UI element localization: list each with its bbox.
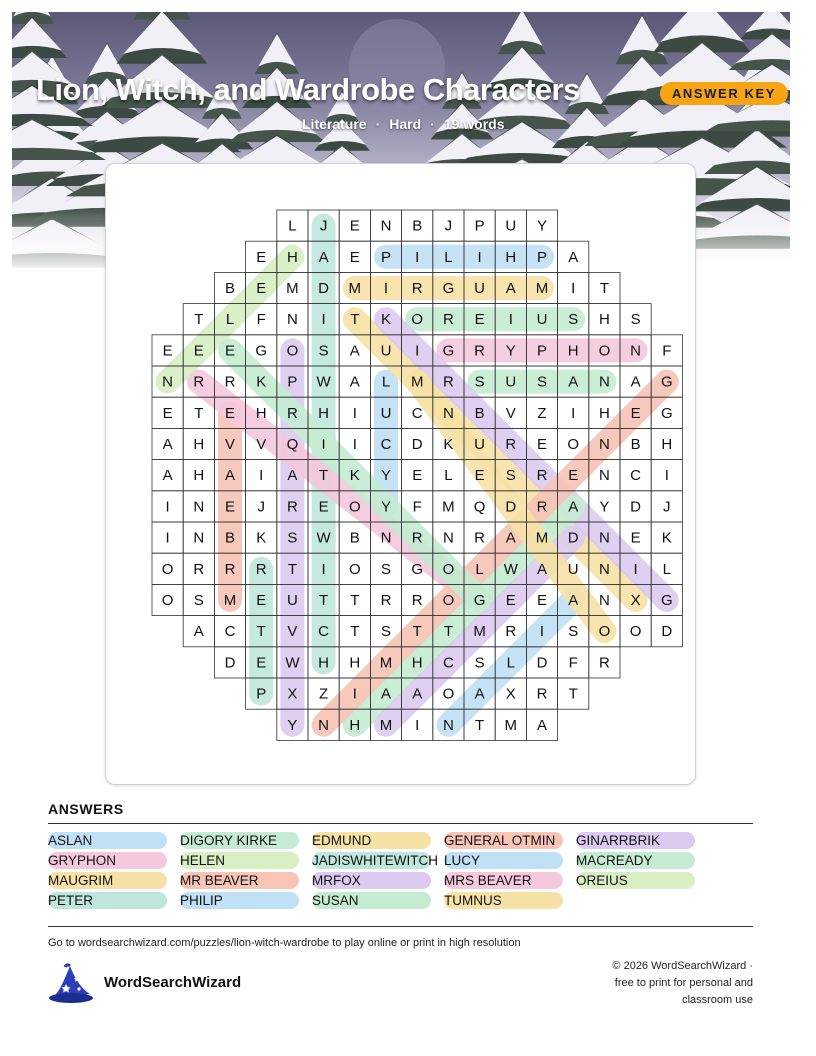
grid-letter: I bbox=[415, 248, 420, 266]
grid-letter: T bbox=[568, 685, 578, 703]
grid-letter: P bbox=[287, 373, 298, 391]
grid-letter: E bbox=[224, 498, 236, 516]
grid-letter: I bbox=[383, 280, 389, 297]
grid-letter: L bbox=[475, 560, 484, 578]
grid-letter: M bbox=[535, 529, 549, 547]
grid-letter: L bbox=[662, 560, 671, 578]
grid-letter: C bbox=[224, 623, 236, 641]
grid-letter: T bbox=[350, 623, 360, 641]
grid-letter: V bbox=[287, 623, 298, 641]
grid-letter: L bbox=[444, 467, 453, 485]
grid-letter: R bbox=[536, 498, 548, 516]
grid-letter: N bbox=[380, 217, 392, 235]
grid-letter: I bbox=[259, 467, 264, 485]
grid-letter: R bbox=[474, 342, 486, 360]
grid-letter: D bbox=[630, 498, 642, 516]
grid-letter: U bbox=[380, 404, 392, 422]
grid-letter: B bbox=[474, 404, 485, 422]
grid-letter: U bbox=[286, 592, 298, 609]
grid-letter: M bbox=[504, 716, 518, 734]
grid-letter: E bbox=[318, 498, 329, 516]
grid-letter: I bbox=[352, 685, 357, 703]
grid-letter: Q bbox=[473, 498, 486, 516]
grid-letter: M bbox=[442, 498, 455, 516]
grid-letter: N bbox=[193, 529, 205, 547]
grid-letter: S bbox=[193, 592, 204, 609]
grid-letter: E bbox=[505, 592, 516, 609]
grid-letter: H bbox=[255, 404, 267, 422]
grid-letter: N bbox=[598, 373, 610, 391]
grid-letter: S bbox=[568, 311, 579, 329]
grid-letter: N bbox=[380, 529, 392, 547]
grid-letter: R bbox=[411, 529, 423, 547]
grid-letter: I bbox=[321, 311, 326, 329]
grid-letter: F bbox=[568, 654, 578, 672]
grid-letter: O bbox=[348, 498, 361, 516]
grid-letter: A bbox=[224, 467, 236, 485]
grid-letter: W bbox=[503, 560, 518, 578]
grid-letter: O bbox=[411, 311, 424, 329]
grid-letter: M bbox=[348, 280, 362, 297]
grid-letter: R bbox=[224, 373, 236, 391]
grid-letter: J bbox=[257, 498, 265, 516]
answer-item: MRS BEAVER bbox=[444, 872, 563, 889]
grid-letter: L bbox=[444, 248, 453, 266]
grid-letter: G bbox=[442, 342, 455, 360]
grid-letter: G bbox=[473, 592, 486, 609]
grid-letter: Z bbox=[537, 404, 547, 422]
grid-letter: C bbox=[630, 467, 642, 485]
divider bbox=[48, 926, 753, 927]
puzzle-card bbox=[105, 163, 696, 785]
grid-letter: B bbox=[224, 280, 236, 297]
grid-letter: E bbox=[630, 529, 641, 547]
grid-letter: A bbox=[505, 529, 516, 547]
grid-letter: S bbox=[474, 373, 485, 391]
grid-letter: A bbox=[568, 373, 579, 391]
grid-letter: U bbox=[505, 217, 517, 235]
grid-letter: D bbox=[318, 280, 330, 297]
grid-letter: E bbox=[162, 342, 173, 360]
answer-item: HELEN bbox=[180, 852, 299, 869]
answer-item: PHILIP bbox=[180, 892, 299, 909]
grid-letter: H bbox=[661, 436, 673, 453]
grid-letter: M bbox=[379, 716, 393, 734]
grid-letter: A bbox=[536, 560, 548, 578]
grid-letter: W bbox=[316, 529, 331, 547]
grid-letter: H bbox=[598, 311, 610, 329]
grid-letter: E bbox=[224, 404, 236, 422]
grid-letter: R bbox=[380, 592, 392, 609]
grid-letter: N bbox=[442, 404, 454, 422]
answer-item: OREIUS bbox=[576, 872, 695, 889]
grid-letter: H bbox=[349, 654, 361, 672]
grid-letter: E bbox=[474, 467, 485, 485]
answer-key-badge: ANSWER KEY bbox=[660, 82, 788, 105]
grid-letter: E bbox=[256, 248, 267, 266]
grid-letter: T bbox=[194, 311, 204, 329]
grid-letter: O bbox=[161, 560, 174, 578]
grid-letter: M bbox=[379, 654, 393, 672]
grid-letter: A bbox=[349, 342, 360, 360]
grid-letter: T bbox=[599, 280, 609, 297]
grid-letter: G bbox=[411, 560, 424, 578]
grid-letter: Y bbox=[505, 342, 516, 360]
grid-letter: R bbox=[442, 311, 454, 329]
grid-letter: H bbox=[598, 404, 610, 422]
grid-letter: O bbox=[442, 685, 455, 703]
grid-letter: T bbox=[287, 560, 297, 578]
grid-letter: J bbox=[663, 498, 671, 516]
grid-letter: G bbox=[660, 373, 673, 391]
grid-letter: T bbox=[475, 716, 485, 734]
answer-item: MR BEAVER bbox=[180, 872, 299, 889]
grid-letter: C bbox=[411, 404, 423, 422]
grid-letter: K bbox=[661, 529, 672, 547]
grid-letter: I bbox=[165, 498, 170, 516]
separator-dot-icon: · bbox=[430, 116, 435, 132]
grid-letter: I bbox=[321, 436, 326, 453]
grid-letter: U bbox=[505, 373, 517, 391]
grid-letter: L bbox=[288, 217, 297, 235]
grid-letter: A bbox=[412, 685, 423, 703]
grid-letter: I bbox=[477, 248, 482, 266]
grid-letter: R bbox=[193, 373, 205, 391]
grid-letter: A bbox=[630, 373, 641, 391]
grid-letter: N bbox=[442, 716, 454, 734]
grid-letter: E bbox=[536, 592, 548, 609]
grid-letter: R bbox=[255, 560, 267, 578]
grid-letter: B bbox=[412, 217, 423, 235]
copyright-line: free to print for personal and bbox=[614, 977, 753, 989]
grid-letter: A bbox=[162, 467, 173, 485]
grid-letter: O bbox=[567, 436, 580, 453]
grid-letter: I bbox=[165, 529, 170, 547]
grid-letter: E bbox=[536, 436, 548, 453]
grid-letter: M bbox=[223, 592, 237, 609]
grid-letter: L bbox=[506, 654, 515, 672]
grid-letter: R bbox=[598, 654, 610, 672]
grid-letter: H bbox=[318, 404, 330, 422]
answer-item: JADISWHITEWITCH bbox=[312, 853, 438, 868]
grid-letter: M bbox=[535, 280, 549, 297]
grid-letter: E bbox=[412, 467, 423, 485]
grid-letter: K bbox=[256, 529, 267, 547]
grid-letter: J bbox=[319, 217, 328, 235]
grid-letter: T bbox=[350, 311, 360, 329]
answer-item: MRFOX bbox=[312, 872, 431, 889]
grid-letter: T bbox=[443, 623, 453, 641]
grid-letter: D bbox=[224, 654, 236, 672]
grid-letter: F bbox=[662, 342, 672, 360]
grid-letter: B bbox=[224, 529, 236, 547]
grid-letter: H bbox=[318, 654, 330, 672]
grid-letter: A bbox=[318, 248, 329, 266]
grid-letter: E bbox=[224, 342, 236, 360]
grid-letter: E bbox=[630, 404, 641, 422]
word-count-label: 19 words bbox=[443, 116, 505, 132]
grid-letter: A bbox=[568, 498, 579, 516]
grid-letter: G bbox=[660, 404, 673, 422]
grid-letter: R bbox=[536, 685, 548, 703]
grid-letter: E bbox=[349, 248, 360, 266]
grid-letter: G bbox=[255, 342, 268, 360]
grid-letter: M bbox=[286, 280, 299, 297]
grid-letter: E bbox=[349, 217, 360, 235]
grid-letter: N bbox=[630, 342, 642, 360]
divider bbox=[48, 823, 753, 824]
grid-letter: T bbox=[350, 592, 360, 609]
grid-letter: Y bbox=[380, 467, 392, 485]
grid-letter: T bbox=[319, 592, 329, 609]
grid-letter: A bbox=[568, 248, 579, 266]
grid-letter: N bbox=[286, 311, 298, 329]
grid-letter: K bbox=[349, 467, 360, 485]
grid-letter: E bbox=[256, 280, 267, 297]
grid-letter: P bbox=[536, 248, 548, 266]
grid-letter: P bbox=[256, 685, 267, 703]
grid-letter: U bbox=[474, 436, 486, 453]
grid-letter: S bbox=[380, 560, 392, 578]
grid-letter: Y bbox=[536, 217, 548, 235]
grid-letter: A bbox=[536, 716, 548, 734]
grid-letter: N bbox=[442, 529, 454, 547]
grid-letter: V bbox=[505, 404, 516, 422]
grid-letter: G bbox=[442, 280, 455, 297]
grid-letter: N bbox=[598, 592, 610, 609]
grid-letter: R bbox=[442, 373, 454, 391]
grid-letter: B bbox=[349, 529, 360, 547]
grid-letter: S bbox=[568, 623, 579, 641]
answer-item: SUSAN bbox=[312, 892, 431, 909]
grid-letter: E bbox=[193, 342, 204, 360]
answer-item: ASLAN bbox=[48, 832, 167, 849]
grid-letter: V bbox=[224, 436, 236, 453]
grid-letter: A bbox=[474, 685, 485, 703]
grid-letter: R bbox=[411, 592, 423, 609]
grid-letter: E bbox=[474, 311, 485, 329]
grid-letter: I bbox=[664, 467, 669, 485]
grid-letter: Q bbox=[286, 436, 299, 453]
grid-letter: O bbox=[286, 342, 299, 360]
grid-letter: I bbox=[352, 404, 357, 422]
grid-letter: R bbox=[193, 560, 205, 578]
grid-letter: N bbox=[162, 373, 174, 391]
grid-letter: A bbox=[505, 280, 516, 297]
grid-letter: A bbox=[349, 373, 360, 391]
grid-letter: I bbox=[571, 280, 576, 297]
grid-letter: G bbox=[660, 592, 673, 609]
grid-letter: H bbox=[193, 467, 205, 485]
grid-letter: R bbox=[286, 498, 298, 516]
grid-letter: N bbox=[598, 467, 610, 485]
answer-item: GENERAL OTMIN bbox=[444, 832, 563, 849]
grid-letter: T bbox=[194, 404, 204, 422]
grid-letter: C bbox=[318, 623, 330, 641]
grid-letter: Z bbox=[319, 685, 329, 703]
grid-letter: S bbox=[536, 373, 548, 391]
answer-item: GINARRBRIK bbox=[576, 832, 695, 849]
grid-letter: F bbox=[256, 311, 266, 329]
grid-letter: F bbox=[412, 498, 422, 516]
grid-letter: X bbox=[287, 685, 298, 703]
grid-letter: N bbox=[193, 498, 205, 516]
grid-letter: O bbox=[348, 560, 361, 578]
grid-letter: P bbox=[380, 248, 392, 266]
grid-letter: U bbox=[536, 311, 548, 329]
grid-letter: I bbox=[321, 560, 326, 578]
grid-letter: I bbox=[352, 436, 357, 453]
grid-letter: Y bbox=[380, 498, 392, 516]
grid-letter: O bbox=[161, 592, 174, 609]
copyright-line: © 2026 WordSearchWizard · bbox=[612, 960, 753, 972]
grid-letter: S bbox=[630, 311, 641, 329]
grid-letter: T bbox=[319, 467, 329, 485]
grid-letter: S bbox=[380, 623, 392, 641]
grid-letter: I bbox=[571, 404, 576, 422]
answers-heading: ANSWERS bbox=[48, 801, 124, 817]
grid-letter: R bbox=[411, 280, 423, 297]
grid-letter: O bbox=[598, 342, 611, 360]
grid-letter: J bbox=[444, 217, 453, 235]
grid-letter: O bbox=[442, 592, 455, 609]
grid-letter: U bbox=[567, 560, 579, 578]
brand-name: WordSearchWizard bbox=[104, 974, 242, 991]
grid-letter: V bbox=[256, 436, 267, 453]
grid-letter: U bbox=[380, 342, 392, 360]
grid-letter: E bbox=[256, 592, 267, 609]
grid-letter: S bbox=[505, 467, 516, 485]
grid-letter: R bbox=[224, 560, 236, 578]
copyright-line: classroom use bbox=[682, 994, 753, 1006]
grid-letter: H bbox=[349, 716, 361, 734]
grid-letter: O bbox=[442, 560, 455, 578]
grid-letter: A bbox=[193, 623, 204, 641]
answer-item: LUCY bbox=[444, 852, 563, 869]
grid-letter: K bbox=[443, 436, 454, 453]
grid-letter: O bbox=[629, 623, 642, 641]
grid-letter: U bbox=[474, 280, 486, 297]
grid-letter: I bbox=[539, 623, 545, 641]
answer-item: MACREADY bbox=[576, 852, 695, 869]
grid-letter: W bbox=[285, 654, 300, 672]
grid-letter: O bbox=[598, 623, 611, 641]
grid-letter: W bbox=[316, 373, 331, 391]
grid-letter: A bbox=[287, 467, 298, 485]
copyright-text bbox=[583, 958, 753, 1009]
grid-letter: L bbox=[381, 373, 391, 391]
grid-letter: M bbox=[473, 623, 486, 641]
grid-letter: A bbox=[162, 436, 173, 453]
grid-letter: R bbox=[505, 436, 517, 453]
grid-letter: K bbox=[380, 311, 392, 329]
grid-letter: P bbox=[474, 217, 485, 235]
grid-letter: I bbox=[633, 560, 638, 578]
footer-url-text: Go to wordsearchwizard.com/puzzles/lion-witch-wardrobe to play online or print in high resolution bbox=[48, 937, 521, 949]
grid-letter: N bbox=[318, 716, 330, 734]
answer-item: GRYPHON bbox=[48, 852, 167, 869]
grid-letter: N bbox=[598, 529, 610, 547]
grid-letter: H bbox=[411, 654, 423, 672]
answer-item: TUMNUS bbox=[444, 892, 563, 909]
answer-item: EDMUND bbox=[312, 832, 431, 849]
grid-letter: R bbox=[505, 623, 517, 641]
grid-letter: B bbox=[630, 436, 641, 453]
grid-letter: C bbox=[442, 654, 454, 672]
grid-letter: Y bbox=[599, 498, 610, 516]
difficulty-label: Hard bbox=[389, 116, 422, 132]
grid-letter: H bbox=[286, 248, 298, 266]
grid-letter: N bbox=[598, 560, 610, 578]
grid-letter: D bbox=[505, 498, 517, 516]
grid-letter: N bbox=[598, 436, 610, 453]
grid-letter: X bbox=[505, 685, 516, 703]
puzzle-meta bbox=[302, 116, 505, 132]
wizard-hat-logo-icon bbox=[46, 962, 94, 1004]
grid-letter: D bbox=[411, 436, 423, 453]
separator-dot-icon: · bbox=[375, 116, 381, 132]
grid-letter: T bbox=[412, 623, 422, 641]
grid-letter: I bbox=[415, 342, 420, 360]
grid-letter: C bbox=[380, 436, 392, 453]
grid-letter: S bbox=[318, 342, 329, 360]
grid-letter: I bbox=[415, 716, 420, 734]
grid-letter: P bbox=[536, 342, 548, 360]
grid-letter: D bbox=[661, 623, 673, 641]
grid-letter: S bbox=[287, 529, 298, 547]
grid-letter: R bbox=[536, 467, 548, 485]
answer-item: DIGORY KIRKE bbox=[180, 832, 299, 849]
grid-letter: R bbox=[474, 529, 486, 547]
answer-item: MAUGRIM bbox=[48, 872, 167, 889]
grid-letter: H bbox=[505, 248, 517, 266]
grid-letter: K bbox=[256, 373, 267, 391]
grid-letter: I bbox=[508, 311, 513, 329]
grid-letter: H bbox=[193, 436, 205, 453]
grid-letter: M bbox=[410, 373, 424, 391]
grid-letter: E bbox=[162, 404, 173, 422]
word-search-grid bbox=[106, 164, 697, 786]
grid-letter: X bbox=[630, 592, 641, 609]
grid-letter: Y bbox=[287, 716, 298, 734]
grid-letter: T bbox=[256, 623, 266, 641]
page-title: Lion, Witch, and Wardrobe Characters bbox=[36, 72, 580, 107]
grid-letter: L bbox=[225, 311, 235, 329]
category-label: Literature bbox=[302, 116, 367, 132]
answer-item: PETER bbox=[48, 892, 167, 909]
grid-letter: E bbox=[256, 654, 267, 672]
grid-letter: E bbox=[568, 467, 579, 485]
grid-letter: A bbox=[568, 592, 579, 609]
grid-letter: S bbox=[474, 654, 485, 672]
grid-letter: R bbox=[286, 404, 298, 422]
grid-letter: A bbox=[380, 685, 392, 703]
grid-letter: H bbox=[567, 342, 579, 360]
grid-letter: D bbox=[567, 529, 579, 547]
grid-letter: D bbox=[536, 654, 548, 672]
